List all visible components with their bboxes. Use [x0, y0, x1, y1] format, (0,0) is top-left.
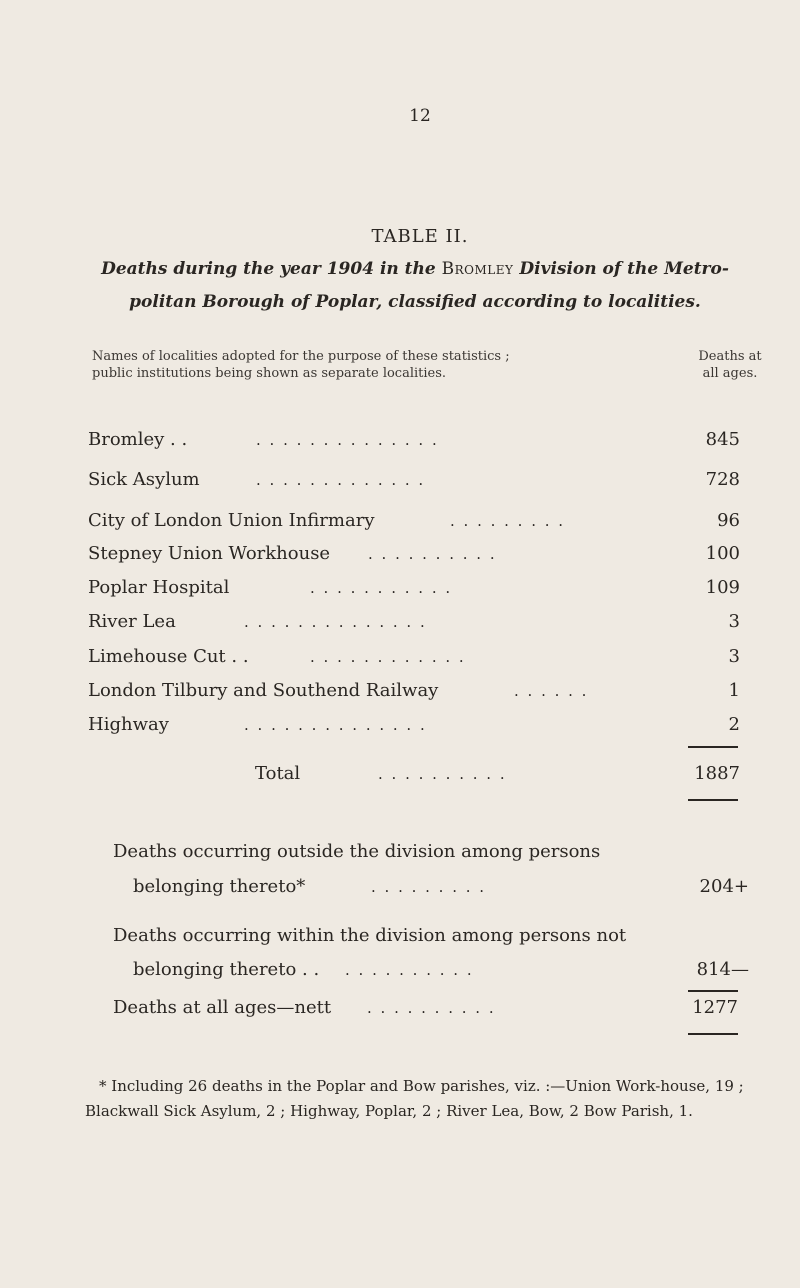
- death-count: 3: [728, 611, 740, 632]
- locality-name: Limehouse Cut . .: [88, 646, 249, 667]
- leader-dots: . . . . . . . . . . . . . .: [244, 716, 427, 734]
- table-row: [88, 426, 740, 454]
- death-count: 109: [705, 577, 740, 598]
- death-count: 100: [705, 543, 740, 564]
- locality-name: Poplar Hospital: [88, 577, 230, 598]
- outside-deaths-row: [133, 873, 749, 901]
- table-caption: [85, 253, 745, 319]
- locality-name: Bromley . .: [88, 429, 188, 450]
- death-count: 96: [717, 510, 740, 531]
- locality-name: Highway: [88, 714, 169, 735]
- outside-deaths-line-2: belonging thereto*: [133, 876, 306, 897]
- leader-dots: . . . . . .: [514, 682, 589, 700]
- sum-rule: [688, 746, 738, 748]
- outside-deaths-line-1: Deaths occurring outside the division among persons: [113, 841, 601, 862]
- footnote: * Including 26 deaths in the Poplar and Bow parishes, viz. :—Union Work-house, 19 ; Blackwall Sick Asylum, 2 ; Highway, Poplar, 2 ; River Lea, Bow, 2 Bow Parish, 1.: [85, 1077, 744, 1120]
- leader-dots: . . . . . . . . . .: [367, 999, 496, 1017]
- page-number: 12: [409, 106, 431, 126]
- within-deaths-line-2: belonging thereto . .: [133, 959, 320, 980]
- death-count: 3: [728, 646, 740, 667]
- table-row: [88, 540, 740, 568]
- total-label: Total: [255, 763, 301, 784]
- leader-dots: . . . . . . . . . .: [378, 765, 507, 783]
- leader-dots: . . . . . . . . . . . .: [310, 648, 466, 666]
- caption-part-1: Deaths during the year 1904 in the: [101, 259, 442, 279]
- table-row: [88, 643, 740, 671]
- nett-row: [113, 994, 738, 1022]
- leader-dots: . . . . . . . . .: [450, 512, 566, 530]
- table-row: [88, 466, 740, 494]
- death-count: 728: [705, 469, 740, 490]
- death-count: 845: [705, 429, 740, 450]
- leader-dots: . . . . . . . . . .: [368, 545, 497, 563]
- column-header-localities: Names of localities adopted for the purpose of these statistics ; public institutions being shown as separate localities.: [92, 349, 510, 381]
- nett-rule: [688, 990, 738, 992]
- column-header-deaths: Deaths at all ages.: [698, 349, 762, 381]
- total-rule: [688, 799, 738, 801]
- leader-dots: . . . . . . . . . .: [345, 961, 474, 979]
- locality-name: Sick Asylum: [88, 469, 200, 490]
- locality-name: City of London Union Infirmary: [88, 510, 375, 531]
- death-count: 1: [728, 680, 740, 701]
- leader-dots: . . . . . . . . . . .: [310, 579, 453, 597]
- table-row: [88, 711, 740, 739]
- locality-name: River Lea: [88, 611, 176, 632]
- within-deaths-row: [133, 956, 749, 984]
- leader-dots: . . . . . . . . .: [371, 878, 487, 896]
- leader-dots: . . . . . . . . . . . . . .: [244, 613, 427, 631]
- nett-bottom-rule: [688, 1033, 738, 1035]
- leader-dots: . . . . . . . . . . . . . .: [256, 431, 439, 449]
- table-row: [88, 608, 740, 636]
- table-title: TABLE II.: [371, 226, 469, 247]
- caption-place: Bromley: [441, 259, 514, 279]
- nett-value: 1277: [692, 997, 738, 1018]
- total-row: [88, 760, 740, 788]
- within-deaths-line-1: Deaths occurring within the division among persons not: [113, 925, 627, 946]
- within-deaths-value: 814—: [696, 959, 749, 980]
- death-count: 2: [728, 714, 740, 735]
- outside-deaths-value: 204+: [699, 876, 749, 897]
- leader-dots: . . . . . . . . . . . . .: [256, 471, 426, 489]
- table-row: [88, 677, 740, 705]
- table-row: [88, 507, 740, 535]
- table-row: [88, 574, 740, 602]
- locality-name: London Tilbury and Southend Railway: [88, 680, 439, 701]
- locality-name: Stepney Union Workhouse: [88, 543, 331, 564]
- total-value: 1887: [694, 763, 740, 784]
- nett-label: Deaths at all ages—nett: [113, 997, 332, 1018]
- caption-part-2: Division of the Metro-politan Borough of Poplar, classified according to localities.: [129, 259, 729, 312]
